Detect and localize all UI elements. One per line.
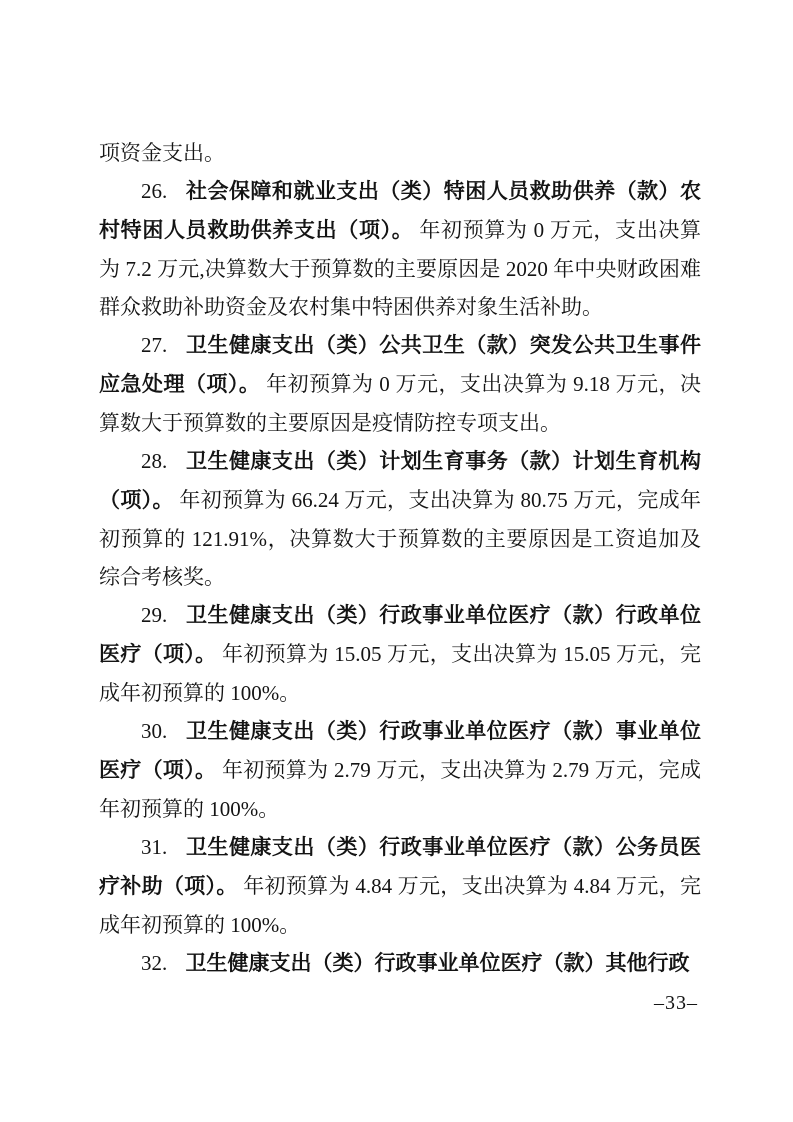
paragraph-27 <box>99 326 701 442</box>
paragraph-number: 31. <box>141 835 168 859</box>
paragraph-heading: 卫生健康支出（类）行政事业单位医疗（款）事业单位医疗（项）。 <box>99 720 702 782</box>
paragraph-body: 年初预算为 0 万元，支出决算为 9.18 万元，决算数大于预算数的主要原因是疫情防控专项支出。 <box>99 372 702 435</box>
paragraph-body: 年初预算为 66.24 万元，支出决算为 80.75 万元，完成年初预算的 121.91%，决算数大于预算数的主要原因是工资追加及综合考核奖。 <box>99 488 702 589</box>
paragraph-number: 28. <box>141 449 168 473</box>
paragraph-body: 年初预算为 15.05 万元，支出决算为 15.05 万元，完成年初预算的 100%。 <box>99 642 702 705</box>
paragraph-continuation <box>99 134 701 172</box>
paragraph-heading: 社会保障和就业支出（类）特困人员救助供养（款）农村特困人员救助供养支出（项）。 <box>99 180 702 242</box>
paragraph-body: 年初预算为 4.84 万元，支出决算为 4.84 万元，完成年初预算的 100%。 <box>99 874 701 937</box>
paragraph-30 <box>99 712 701 828</box>
paragraph-heading: 卫生健康支出（类）行政事业单位医疗（款）其他行政 <box>185 952 690 975</box>
paragraph-26 <box>99 172 701 326</box>
paragraph-31 <box>99 828 701 944</box>
paragraph-heading: 卫生健康支出（类）行政事业单位医疗（款）公务员医疗补助（项）。 <box>99 836 702 898</box>
paragraph-number: 27. <box>141 333 168 357</box>
paragraph-heading: 卫生健康支出（类）计划生育事务（款）计划生育机构（项）。 <box>99 450 702 512</box>
paragraph-29 <box>99 596 701 712</box>
paragraph-body: 项资金支出。 <box>99 141 225 165</box>
paragraph-heading: 卫生健康支出（类）公共卫生（款）突发公共卫生事件应急处理（项）。 <box>99 334 702 396</box>
paragraph-heading: 卫生健康支出（类）行政事业单位医疗（款）行政单位医疗（项）。 <box>99 604 702 666</box>
paragraph-number: 26. <box>141 179 168 203</box>
paragraph-number: 30. <box>141 719 168 743</box>
paragraph-body: 年初预算为 2.79 万元，支出决算为 2.79 万元，完成年初预算的 100%。 <box>99 758 701 821</box>
paragraph-number: 32. <box>141 951 168 975</box>
page-number: –33– <box>654 992 698 1014</box>
paragraph-32 <box>99 944 701 983</box>
paragraph-number: 29. <box>141 603 168 627</box>
paragraph-body: 年初预算为 0 万元，支出决算为 7.2 万元,决算数大于预算数的主要原因是 2020 年中央财政困难群众救助补助资金及农村集中特困供养对象生活补助。 <box>99 218 702 319</box>
document-body <box>99 134 701 983</box>
paragraph-28 <box>99 442 701 596</box>
